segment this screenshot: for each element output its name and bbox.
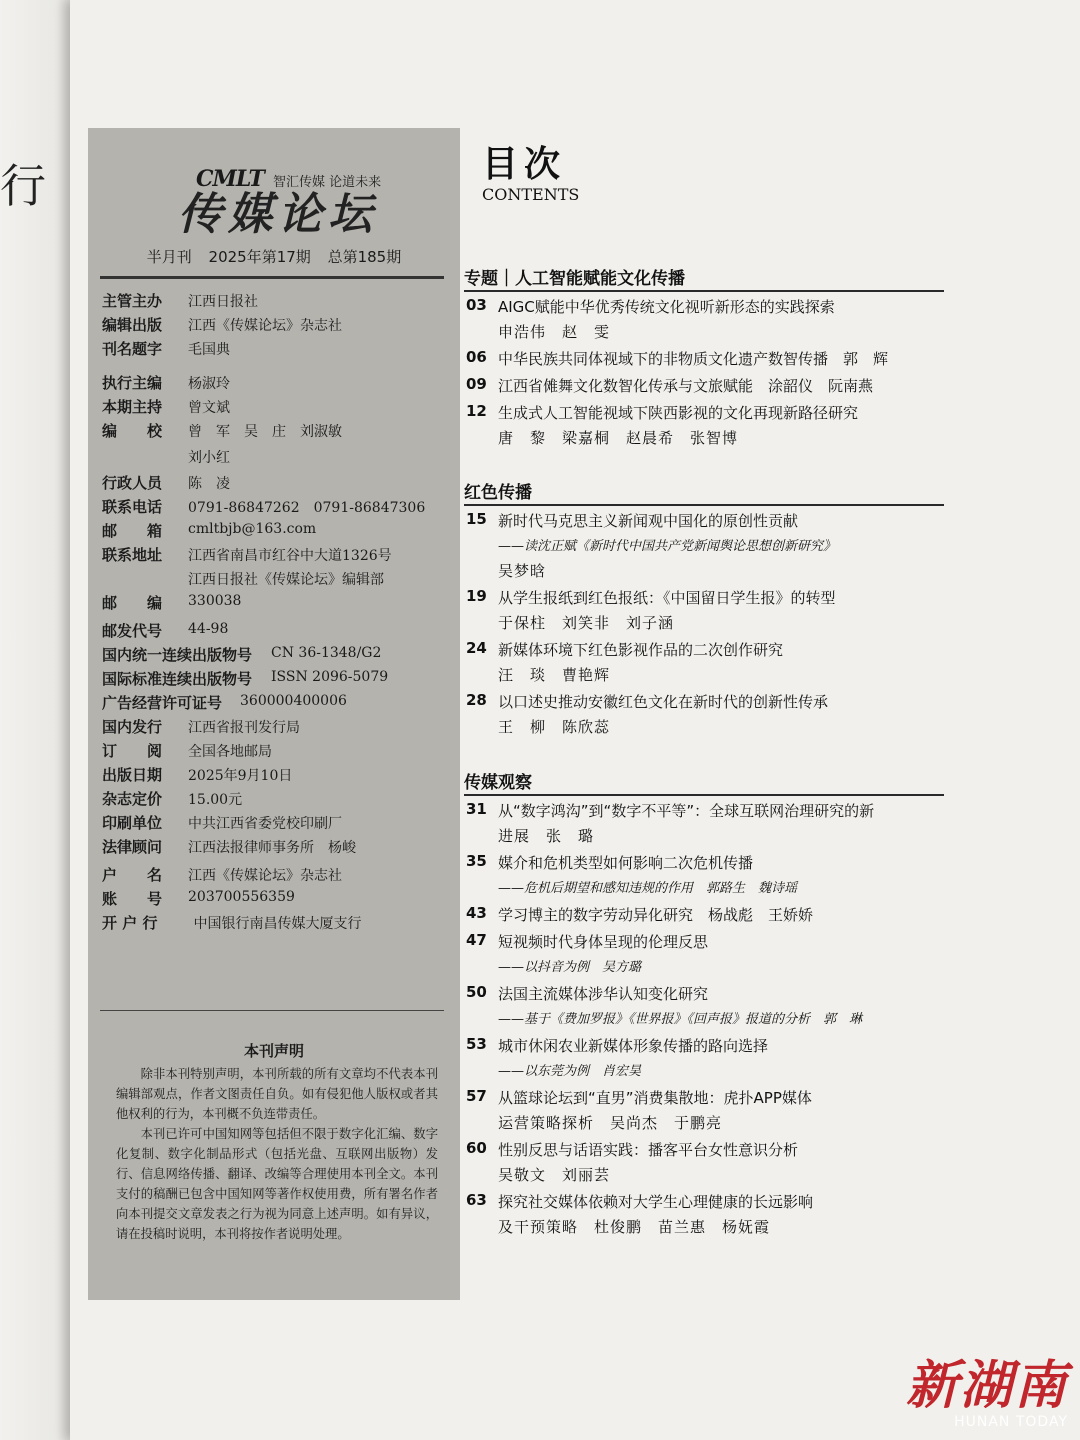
toc-heading bbox=[482, 136, 579, 204]
info-row bbox=[102, 864, 342, 888]
toc-page-number: 19 bbox=[466, 587, 487, 605]
info-label: 杂志定价 bbox=[102, 790, 163, 808]
toc-entry-title[interactable]: AIGC赋能中华优秀传统文化视听新形态的实践探索 bbox=[498, 298, 835, 316]
toc-page-number: 24 bbox=[466, 639, 487, 657]
declaration-paragraph: 除非本刊特别声明，本刊所载的所有文章均不代表本刊编辑部观点，作者文图责任自负。如有侵犯他人版权或者其他权利的行为，本刊概不负连带责任。 bbox=[116, 1067, 438, 1121]
toc-section-rule bbox=[464, 794, 944, 796]
logo-mark: CMLT bbox=[196, 166, 264, 192]
toc-entry-title[interactable]: 新媒体环境下红色影视作品的二次创作研究 bbox=[498, 641, 784, 659]
toc-title-en: CONTENTS bbox=[482, 185, 580, 204]
info-row bbox=[102, 520, 317, 544]
toc-entry-line[interactable]: 运营策略探析 吴尚杰 于鹏亮 bbox=[498, 1114, 723, 1132]
toc-entry-line[interactable]: 吴梦晗 bbox=[498, 562, 547, 580]
info-row bbox=[102, 788, 243, 812]
info-label: 刊名题字 bbox=[102, 340, 163, 358]
info-row bbox=[102, 372, 230, 396]
toc-entry-line[interactable]: 吴敬文 刘丽芸 bbox=[498, 1166, 611, 1184]
info-label: 联系地址 bbox=[102, 546, 163, 564]
info-label: 邮发代号 bbox=[102, 622, 163, 640]
toc-section-title: 专题｜人工智能赋能文化传播 bbox=[464, 269, 685, 289]
previous-page-text-fragment: 行 bbox=[0, 159, 46, 213]
info-value: cmltbjb@163.com bbox=[188, 521, 317, 537]
toc-entry-title[interactable]: 江西省傩舞文化数智化传承与文旅赋能 涂韶仪 阮南燕 bbox=[498, 377, 874, 395]
toc-entry-line[interactable]: ——危机后期望和感知违规的作用 郭路生 魏诗瑶 bbox=[498, 881, 798, 896]
info-value: 毛国典 bbox=[188, 342, 230, 358]
toc-entry-title[interactable]: 法国主流媒体涉华认知变化研究 bbox=[498, 985, 709, 1003]
info-label: 国际标准连续出版物号 bbox=[102, 670, 253, 688]
info-row bbox=[102, 812, 342, 836]
info-row bbox=[102, 420, 342, 444]
masthead-rule bbox=[100, 276, 444, 279]
info-row bbox=[102, 314, 342, 338]
info-value: 江西省南昌市红谷中大道1326号 bbox=[188, 548, 392, 564]
info-label: 邮 箱 bbox=[102, 522, 163, 540]
info-label: 法律顾问 bbox=[102, 838, 163, 856]
toc-page-number: 15 bbox=[466, 510, 487, 528]
toc-entry-title[interactable]: 城市休闲农业新媒体形象传播的路向选择 bbox=[498, 1037, 769, 1055]
info-label: 开 户 行 bbox=[102, 914, 158, 932]
toc-page-number: 53 bbox=[466, 1035, 487, 1053]
declaration-rule bbox=[100, 1010, 444, 1011]
info-value: 江西日报社 bbox=[188, 294, 258, 310]
toc-entry-title[interactable]: 学习博主的数字劳动异化研究 杨战彪 王娇娇 bbox=[498, 906, 814, 924]
info-label: 行政人员 bbox=[102, 474, 163, 492]
toc-entry-title[interactable]: 从篮球论坛到“直男”消费集散地：虎扑APP媒体 bbox=[498, 1089, 812, 1107]
info-label: 国内发行 bbox=[102, 718, 163, 736]
info-label: 账 号 bbox=[102, 890, 163, 908]
info-label: 印刷单位 bbox=[102, 814, 163, 832]
info-value: 中国银行南昌传媒大厦支行 bbox=[193, 916, 362, 932]
declaration-paragraph: 本刊已许可中国知网等包括但不限于数字化汇编、数字化复制、数字化制品形式（包括光盘、互联网出版物）发行、信息网络传播、翻译、改编等合理使用本刊全文。本刊支付的稿酬已包含中国知网等著作权使用费，所有署名作者向本刊提交文章发表之行为视为同意上述声明。如有异议，请在投稿时说明，本刊将按作者说明处理。 bbox=[116, 1127, 438, 1241]
toc-entry-title[interactable]: 媒介和危机类型如何影响二次危机传播 bbox=[498, 854, 754, 872]
toc-page-number: 35 bbox=[466, 852, 487, 870]
toc-page-number: 09 bbox=[466, 375, 487, 393]
toc-entry-line[interactable]: ——以东莞为例 肖宏昊 bbox=[498, 1064, 642, 1079]
info-value: 330038 bbox=[188, 593, 242, 609]
info-value: 刘小红 bbox=[188, 450, 230, 466]
info-row bbox=[102, 692, 347, 716]
info-label: 邮 编 bbox=[102, 594, 163, 612]
info-row bbox=[102, 338, 230, 362]
toc-entry-title[interactable]: 从“数字鸿沟”到“数字不平等”：全球互联网治理研究的新 bbox=[498, 802, 875, 820]
info-row bbox=[102, 740, 272, 764]
toc-entry-line[interactable]: 汪 琰 曹艳辉 bbox=[498, 666, 611, 684]
info-row bbox=[102, 644, 382, 668]
toc-entry-title[interactable]: 生成式人工智能视域下陕西影视的文化再现新路径研究 bbox=[498, 404, 859, 422]
toc-entry-line[interactable]: ——以抖音为例 吴方璐 bbox=[498, 960, 642, 975]
info-row bbox=[102, 620, 229, 644]
issue-line bbox=[88, 246, 460, 267]
toc-title: 目次 bbox=[482, 144, 567, 185]
toc-page-number: 60 bbox=[466, 1139, 487, 1157]
info-row bbox=[102, 544, 392, 568]
toc-page-number: 28 bbox=[466, 691, 487, 709]
info-value: 陈 凌 bbox=[188, 476, 230, 492]
info-value: 江西日报社《传媒论坛》编辑部 bbox=[188, 572, 384, 588]
info-row bbox=[102, 496, 426, 520]
issue-frequency: 半月刊 bbox=[146, 248, 192, 266]
toc-entry-title[interactable]: 从学生报纸到红色报纸：《中国留日学生报》的转型 bbox=[498, 589, 836, 607]
info-label: 编辑出版 bbox=[102, 316, 163, 334]
watermark-caption: HUNAN TODAY bbox=[954, 1414, 1068, 1430]
info-label: 本期主持 bbox=[102, 398, 163, 416]
toc-entry-line[interactable]: 于保柱 刘笑非 刘子涵 bbox=[498, 614, 675, 632]
info-value: 2025年9月10日 bbox=[188, 768, 293, 784]
info-value: 0791-86847262 0791-86847306 bbox=[188, 500, 426, 516]
info-row bbox=[102, 836, 356, 860]
toc-page-number: 31 bbox=[466, 800, 487, 818]
toc-entry-line[interactable]: 申浩伟 赵 雯 bbox=[498, 323, 611, 341]
info-value: CN 36-1348/G2 bbox=[271, 645, 382, 661]
info-value: 全国各地邮局 bbox=[188, 744, 272, 760]
toc-page-number: 50 bbox=[466, 983, 487, 1001]
info-row bbox=[102, 668, 389, 692]
declaration-text bbox=[116, 1064, 438, 1244]
info-value: 杨淑玲 bbox=[188, 376, 230, 392]
toc-section-title: 红色传播 bbox=[464, 483, 532, 503]
toc-entry-line[interactable]: 进展 张 璐 bbox=[498, 827, 595, 845]
info-value: 江西法报律师事务所 杨峻 bbox=[188, 840, 356, 856]
toc-page-number: 63 bbox=[466, 1191, 487, 1209]
toc-page-number: 47 bbox=[466, 931, 487, 949]
info-value: ISSN 2096-5079 bbox=[271, 669, 389, 685]
toc-entry-title[interactable]: 性别反思与话语实践：播客平台女性意识分析 bbox=[498, 1141, 799, 1159]
toc-section-rule bbox=[464, 504, 944, 506]
toc-page-number: 43 bbox=[466, 904, 487, 922]
info-label: 主管主办 bbox=[102, 292, 163, 310]
toc-section-rule bbox=[464, 290, 944, 292]
watermark-logo: 新湖南 bbox=[905, 1356, 1068, 1416]
info-row bbox=[102, 888, 295, 912]
info-value: 曾 军 吴 庄 刘淑敏 bbox=[188, 424, 342, 440]
masthead-info-box bbox=[88, 128, 460, 1300]
toc-entry-line[interactable]: 唐 黎 梁嘉桐 赵晨希 张智博 bbox=[498, 429, 739, 447]
toc-page-number: 57 bbox=[466, 1087, 487, 1105]
info-label: 编 校 bbox=[102, 422, 163, 440]
info-label: 国内统一连续出版物号 bbox=[102, 646, 253, 664]
info-row bbox=[102, 764, 293, 788]
issue-number: 2025年第17期 bbox=[208, 248, 311, 266]
info-label: 联系电话 bbox=[102, 498, 163, 516]
info-value: 江西《传媒论坛》杂志社 bbox=[188, 868, 342, 884]
info-value: 15.00元 bbox=[188, 792, 243, 808]
toc-page-number: 06 bbox=[466, 348, 487, 366]
toc-page-number: 12 bbox=[466, 402, 487, 420]
info-row bbox=[102, 912, 362, 936]
info-value: 中共江西省委党校印刷厂 bbox=[188, 816, 342, 832]
info-row bbox=[102, 716, 300, 740]
toc-entry-title[interactable]: 短视频时代身体呈现的伦理反思 bbox=[498, 933, 709, 951]
toc-entry-title[interactable]: 探究社交媒体依赖对大学生心理健康的长远影响 bbox=[498, 1193, 814, 1211]
toc-section-title: 传媒观察 bbox=[464, 773, 532, 793]
toc-entry-line[interactable]: ——基于《费加罗报》《世界报》《回声报》报道的分析 郭 琳 bbox=[498, 1012, 863, 1027]
issue-total: 总第185期 bbox=[327, 248, 402, 266]
toc-entry-title[interactable]: 新时代马克思主义新闻观中国化的原创性贡献 bbox=[498, 512, 799, 530]
toc-entry-line[interactable]: 王 柳 陈欣蕊 bbox=[498, 718, 611, 736]
info-value: 江西《传媒论坛》杂志社 bbox=[188, 318, 342, 334]
info-row bbox=[102, 472, 230, 496]
toc-page-number: 03 bbox=[466, 296, 487, 314]
toc-entry-line[interactable]: 及干预策略 杜俊鹏 苗兰惠 杨妩霞 bbox=[498, 1218, 771, 1236]
info-label: 户 名 bbox=[102, 866, 163, 884]
info-label: 广告经营许可证号 bbox=[102, 694, 223, 712]
toc-entry-title[interactable]: 以口述史推动安徽红色文化在新时代的创新性传承 bbox=[498, 693, 829, 711]
toc-entry-line[interactable]: ——读沈正赋《新时代中国共产党新闻舆论思想创新研究》 bbox=[498, 539, 837, 554]
logo-slogan: 智汇传媒 论道未来 bbox=[273, 175, 382, 190]
info-label: 订 阅 bbox=[102, 742, 163, 760]
info-row bbox=[102, 396, 230, 420]
info-row bbox=[102, 290, 258, 314]
info-row bbox=[102, 592, 242, 616]
info-value: 360000400006 bbox=[240, 693, 347, 709]
info-value: 江西省报刊发行局 bbox=[188, 720, 300, 736]
declaration-title: 本刊声明 bbox=[243, 1042, 304, 1060]
magazine-title: 传媒论坛 bbox=[178, 189, 378, 240]
toc-entry-title[interactable]: 中华民族共同体视域下的非物质文化遗产数智传播 郭 辉 bbox=[498, 350, 889, 368]
info-label: 执行主编 bbox=[102, 374, 163, 392]
info-value: 203700556359 bbox=[188, 889, 295, 905]
info-value: 44-98 bbox=[188, 621, 229, 637]
watermark bbox=[906, 1358, 1068, 1430]
info-value: 曾文斌 bbox=[188, 400, 230, 416]
info-label: 出版日期 bbox=[102, 766, 163, 784]
